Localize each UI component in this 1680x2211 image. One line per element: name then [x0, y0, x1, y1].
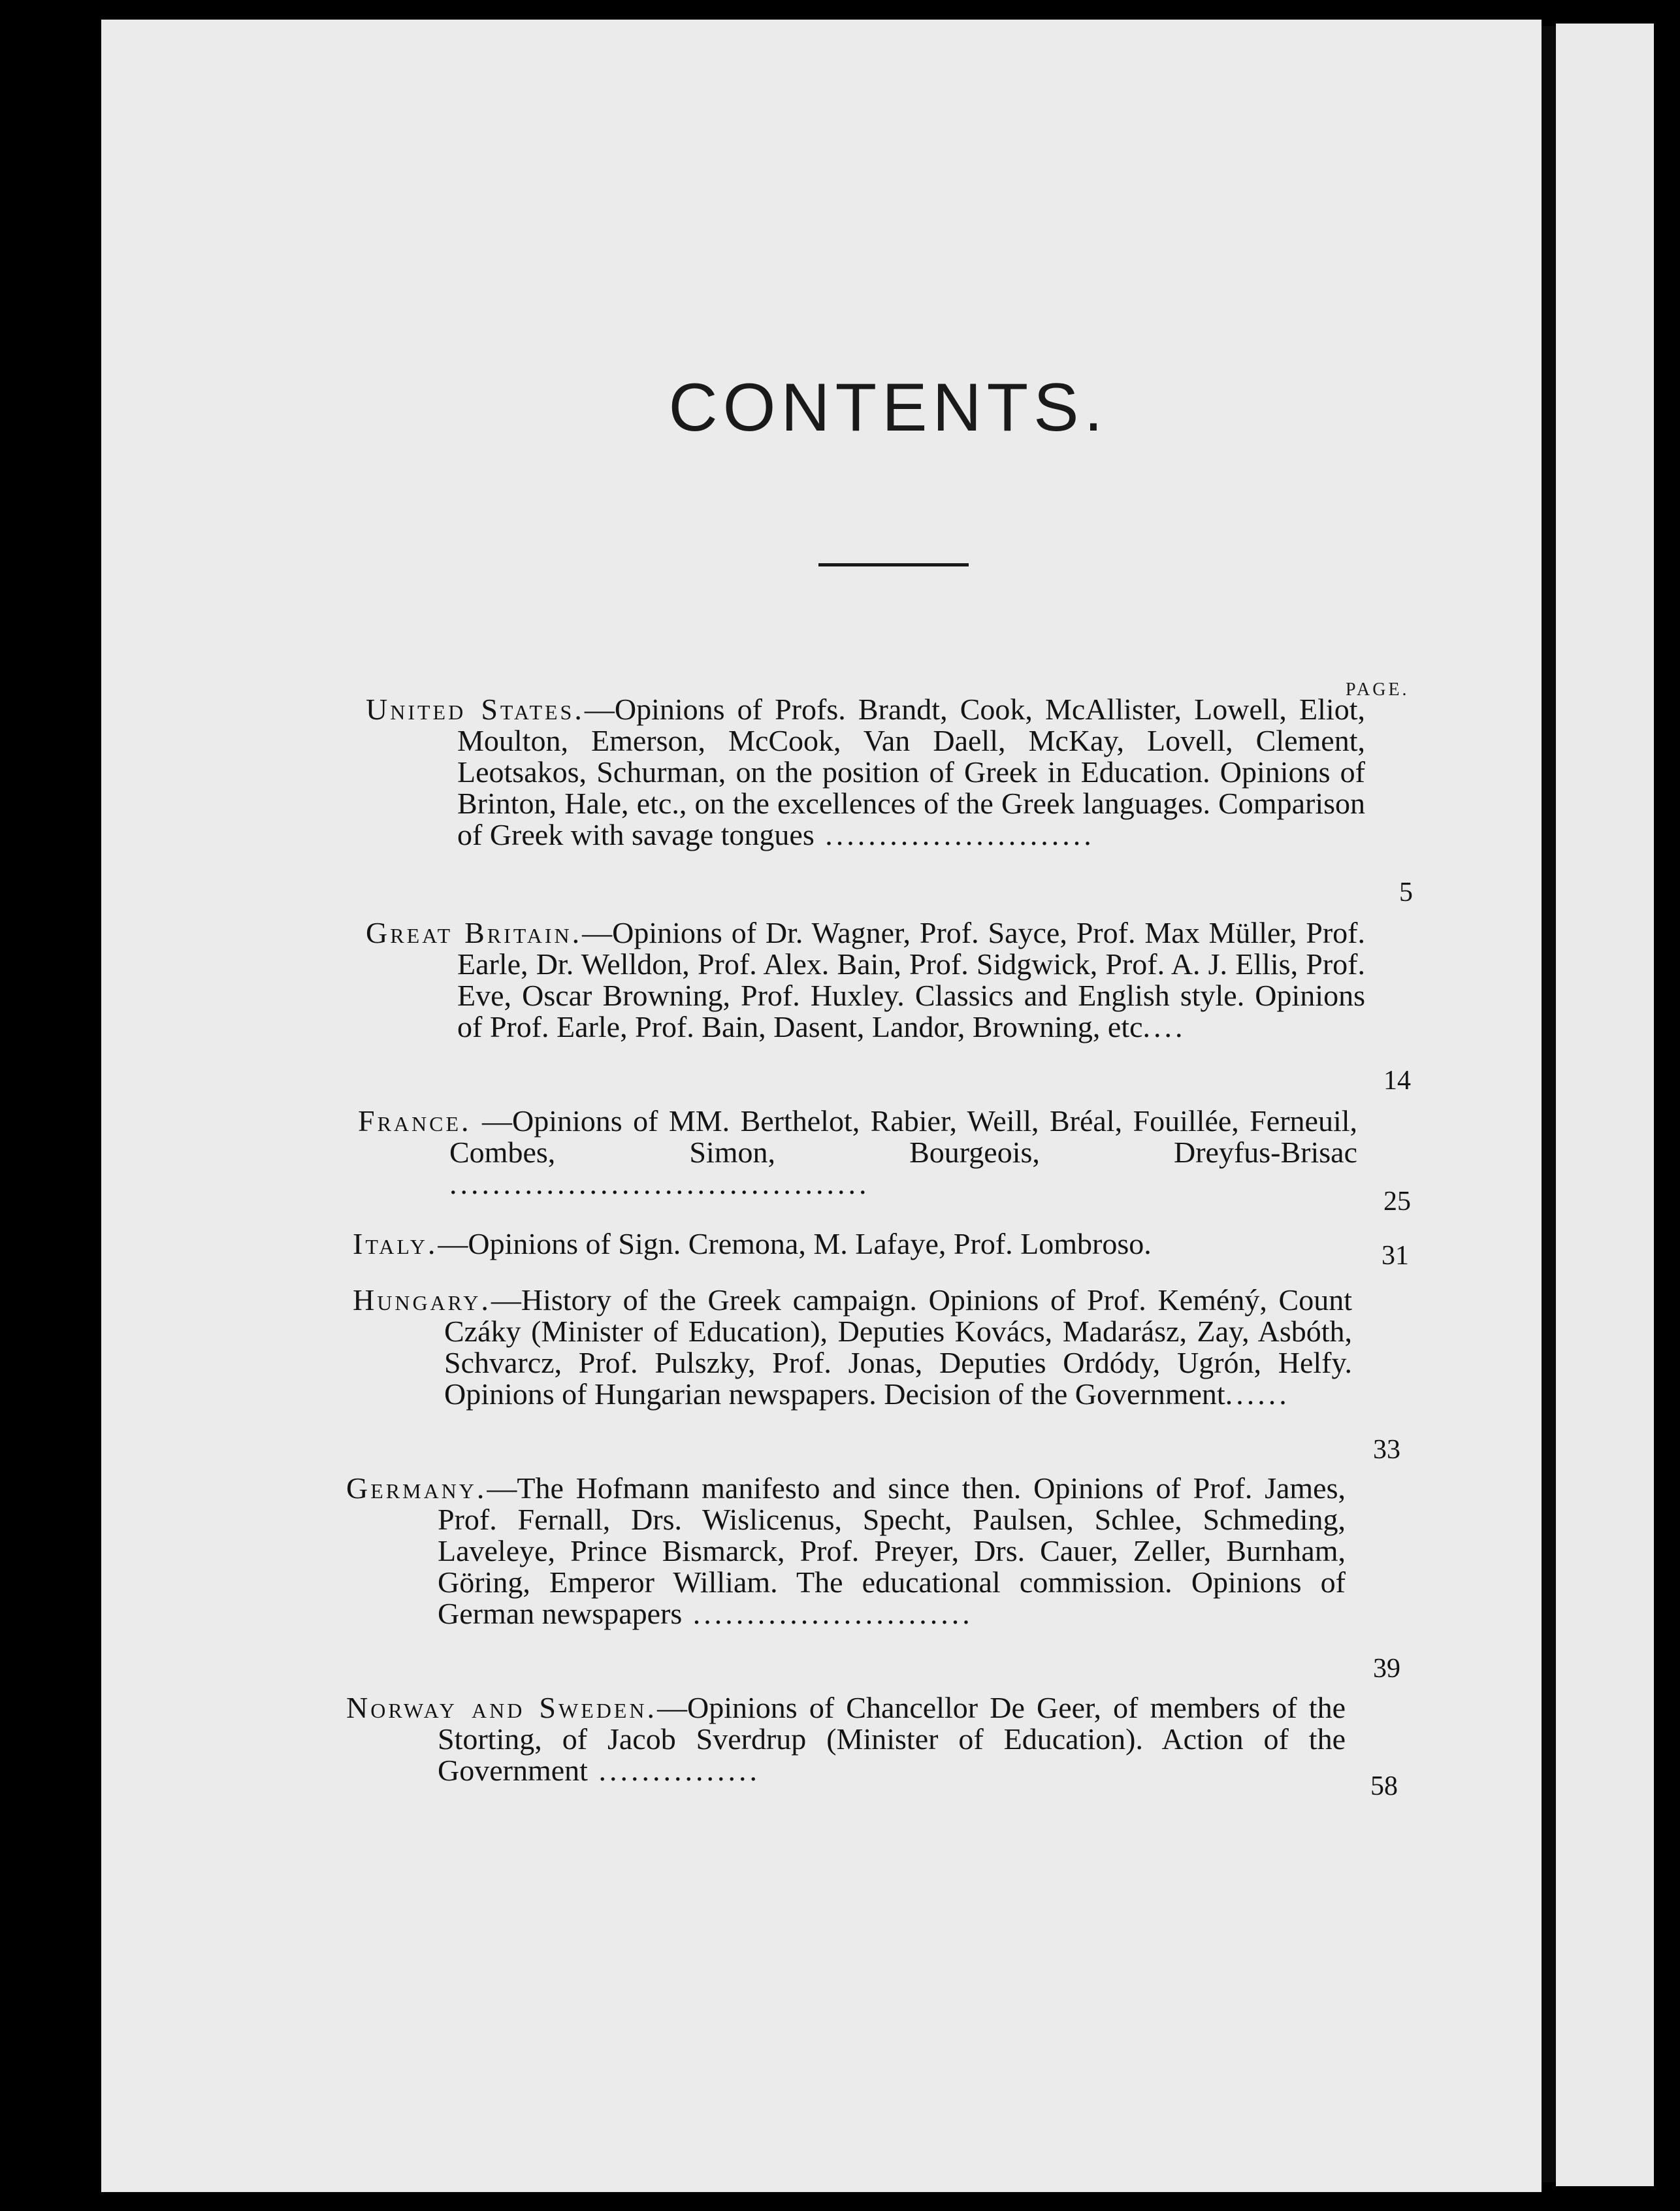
contents-entry-italy	[353, 1228, 1352, 1260]
entry-description: —Opinions of Chancellor De Geer, of members of the Storting, of Jacob Sverdrup (Minister of Education). Action of the Government	[438, 1691, 1346, 1787]
page-column-label: PAGE.	[1346, 680, 1410, 700]
entry-heading: United States.	[366, 693, 585, 726]
dot-leader: ...............	[587, 1754, 760, 1787]
contents-entry-france	[358, 1106, 1357, 1200]
entry-page-number: 39	[1373, 1654, 1400, 1684]
page-gutter-rule	[1542, 26, 1556, 2182]
entry-page-number: 58	[1370, 1771, 1398, 1801]
entry-page-number: 14	[1383, 1066, 1411, 1096]
entry-page-number: 5	[1399, 877, 1413, 908]
entry-heading: Italy.	[353, 1227, 438, 1260]
entry-heading: Norway and Sweden.	[346, 1691, 658, 1724]
entry-description: —Opinions of Sign. Cremona, M. Lafaye, Prof. Lombroso.	[438, 1227, 1152, 1260]
dot-leader: ..........................	[682, 1597, 973, 1630]
title-divider	[818, 563, 969, 566]
entry-heading: Hungary.	[353, 1283, 491, 1317]
dot-leader: .......................................	[449, 1167, 870, 1200]
entry-description: —Opinions of Dr. Wagner, Prof. Sayce, Prof. Max Müller, Prof. Earle, Dr. Welldon, Prof. Alex. Bain, Prof. Sidgwick, Prof. A. J. Ellis, Prof. Eve, Oscar Browning, Prof. Huxley. Classics and English style. Opinions of Prof. Earle, Prof. Bain, Dasent, Landor, Browning, etc	[457, 916, 1365, 1043]
entry-description: —The Hofmann manifesto and since then. Opinions of Prof. James, Prof. Fernall, Drs. Wislicenus, Specht, Paulsen, Schlee, Schmeding, Laveleye, Prince Bismarck, Prof. Preyer, Drs. Cauer, Zeller, Burnham, Göring, Emperor William. The educational commission. Opinions of German newspapers	[438, 1471, 1346, 1630]
entry-heading: Great Britain.	[366, 916, 583, 949]
contents-entry-great-britain	[366, 917, 1365, 1043]
dot-leader: .........................	[814, 818, 1095, 851]
facing-page-edge	[1556, 24, 1654, 2186]
entry-description: —Opinions of MM. Berthelot, Rabier, Weill, Bréal, Fouillée, Ferneuil, Combes, Simon, Bourgeois, Dreyfus-Brisac	[449, 1104, 1357, 1169]
entry-page-number: 31	[1381, 1241, 1409, 1271]
entry-description: —Opinions of Profs. Brandt, Cook, McAllister, Lowell, Eliot, Moulton, Emerson, McCook, Van Daell, McKay, Lovell, Clement, Leotsakos, Schurman, on the position of Greek in Education. Opinions of Brinton, Hale, etc., on the excellences of the Greek languages. Comparison of Greek with savage tongues	[457, 693, 1365, 851]
entry-description: —History of the Greek campaign. Opinions of Prof. Keméný, Count Czáky (Minister of Education), Deputies Kovács, Madarász, Zay, Asbóth, Schvarcz, Prof. Pulszky, Prof. Jonas, Deputies Ordódy, Ugrón, Helfy. Opinions of Hungarian newspapers. Decision of the Government	[444, 1283, 1352, 1411]
entry-page-number: 33	[1373, 1435, 1400, 1465]
page-title: CONTENTS.	[668, 370, 1108, 446]
entry-heading: France.	[358, 1104, 472, 1138]
contents-entry-germany	[346, 1473, 1346, 1630]
dot-leader: ......	[1225, 1377, 1290, 1411]
dot-leader: ....	[1142, 1010, 1186, 1043]
entry-page-number: 25	[1383, 1187, 1411, 1217]
contents-entry-united-states	[366, 694, 1365, 851]
contents-entry-hungary	[353, 1285, 1352, 1410]
entry-heading: Germany.	[346, 1471, 487, 1505]
contents-entry-norway-and-sweden	[346, 1692, 1346, 1786]
